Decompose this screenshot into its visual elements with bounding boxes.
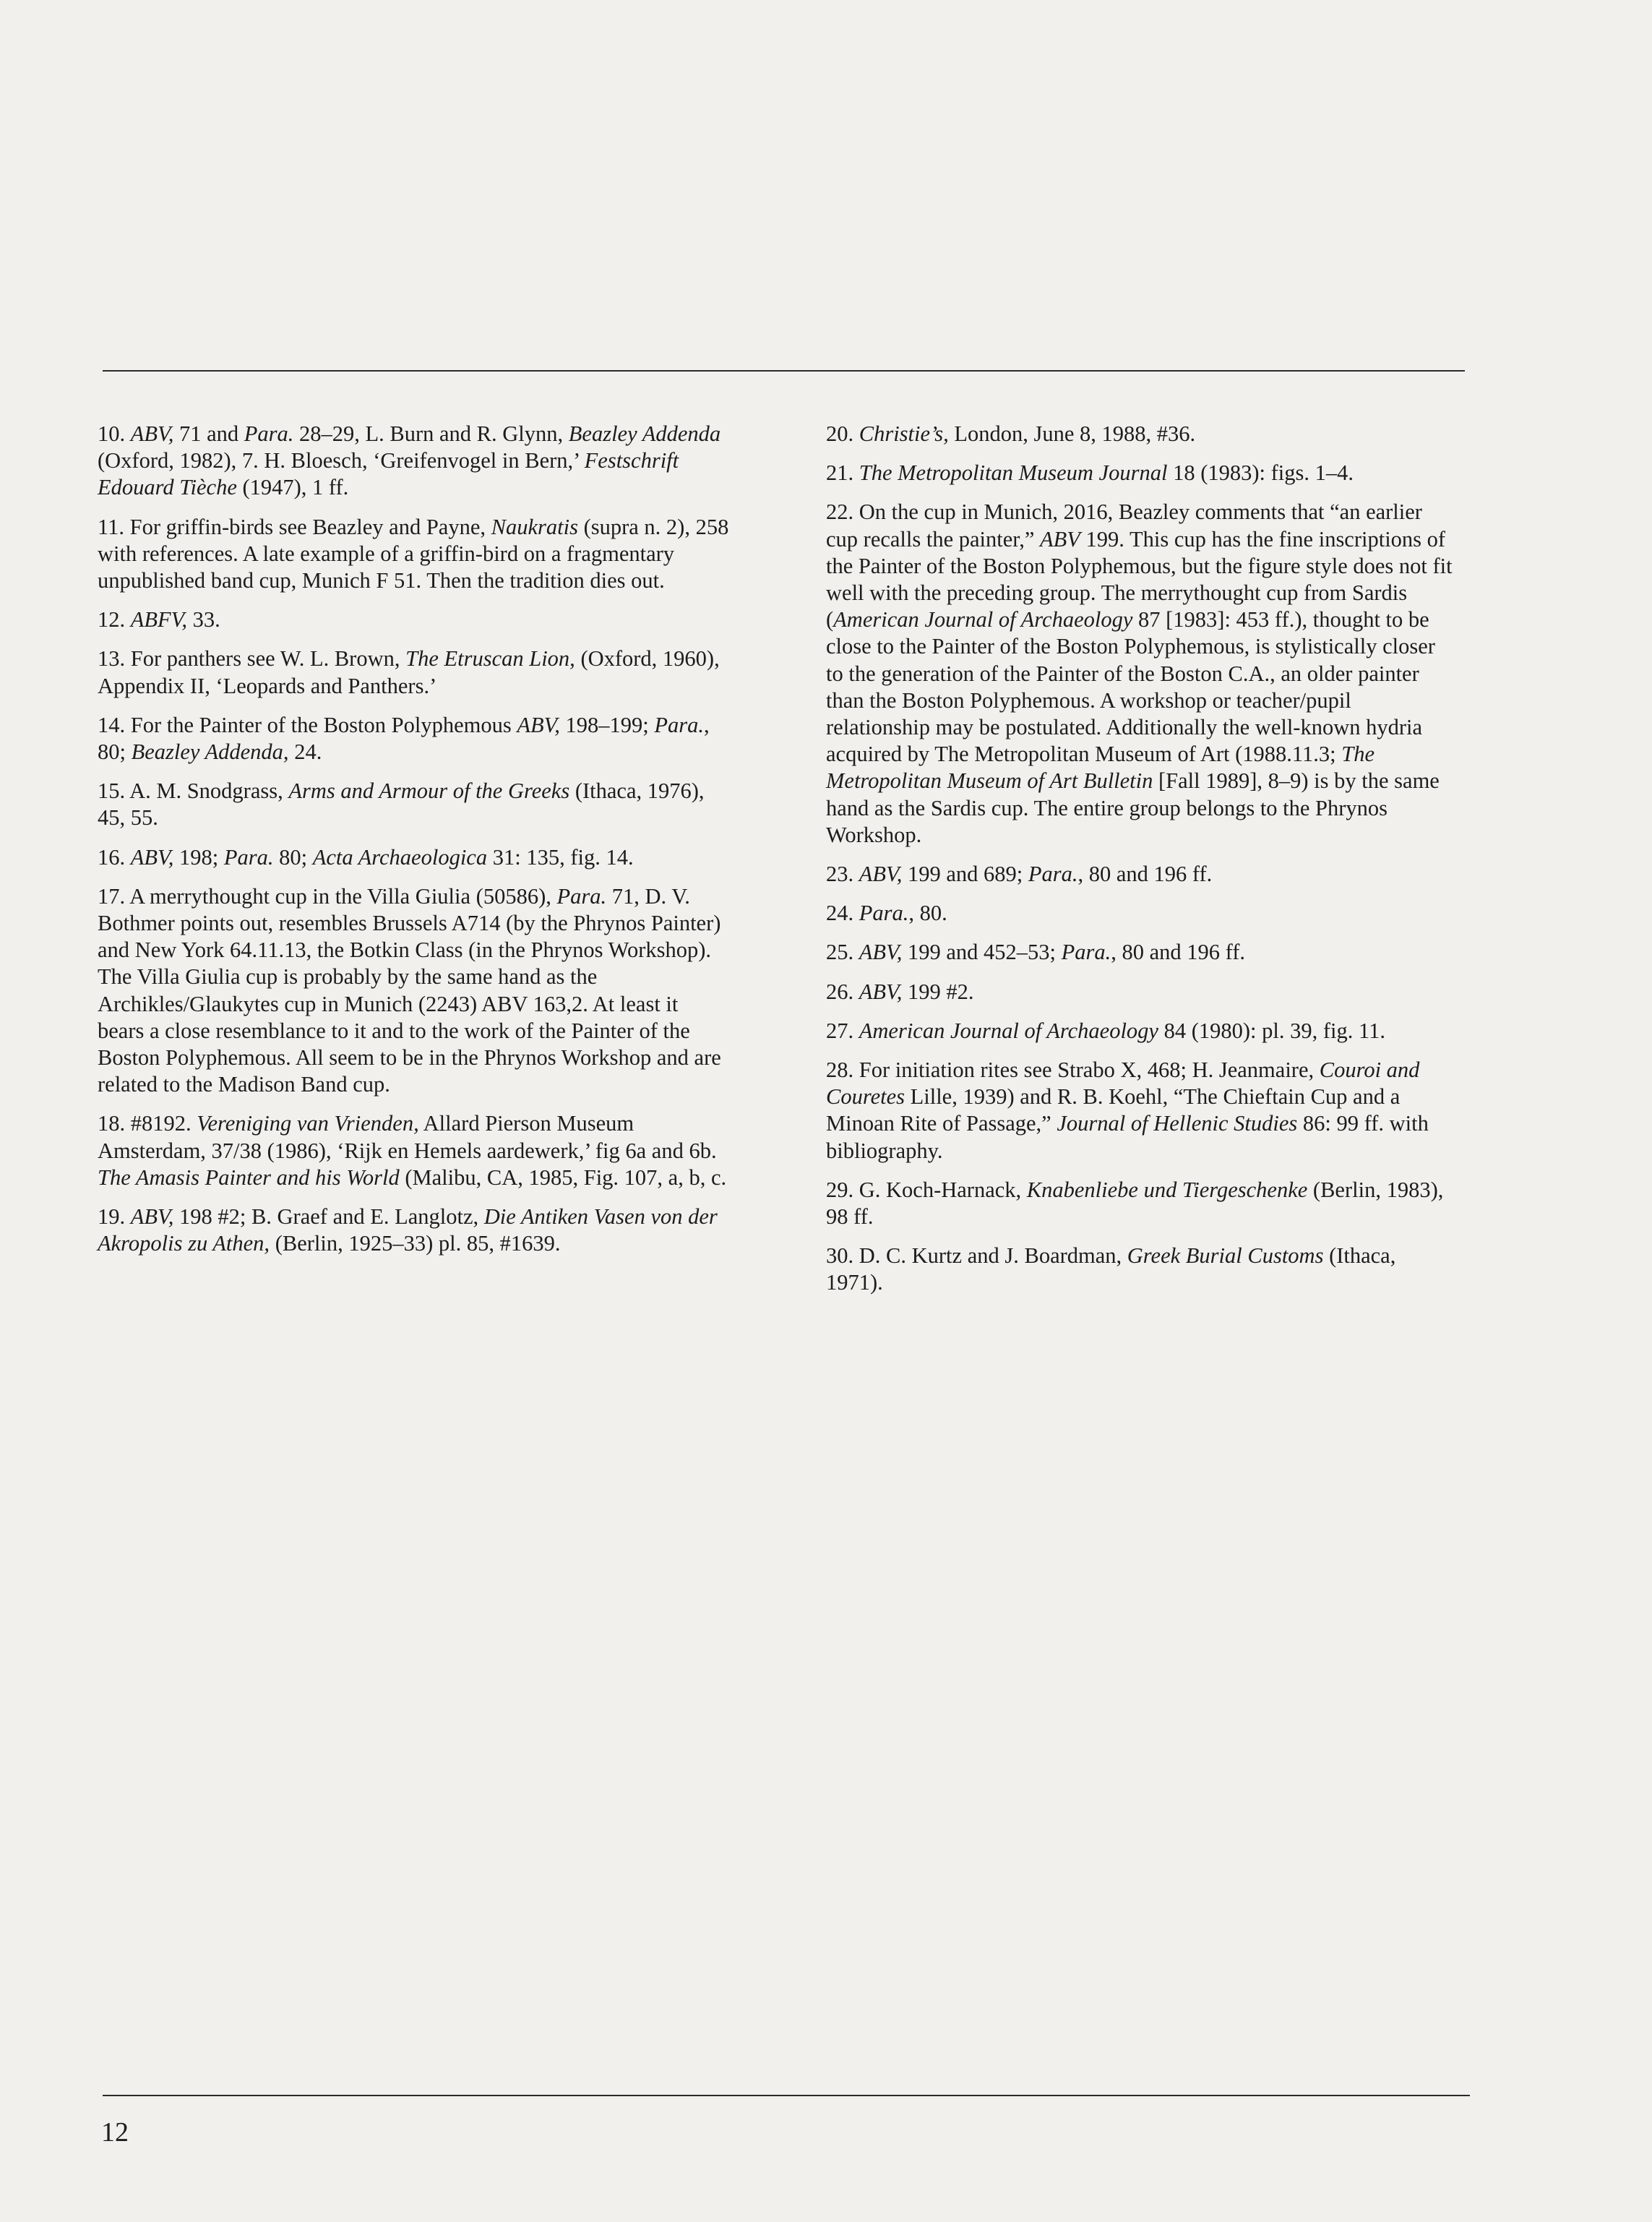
footnote-text: 31: 135, fig. 14. (487, 844, 634, 870)
page-number: 12 (101, 2117, 129, 2148)
footnote-text: 87 [1983]: 453 ff.), thought to be close to the Painter of the Boston Polyphemous, is stylistically closer to the generation of the Painter of the Boston C.A., an older painter than the Boston Polyphemous. A workshop or teacher/pupil relationship may be postulated. Additionally the well-known hydria acquired by The Metropolitan Museum of Art (1988.11.3; (826, 607, 1435, 767)
footnote-28 (826, 1057, 1455, 1164)
footnote-italic-text: The Etruscan Lion, (405, 646, 575, 672)
footnote-12 (98, 606, 730, 633)
footnote-16 (98, 844, 730, 871)
footnote-italic-text: Greek Burial Customs (1127, 1243, 1324, 1269)
footnote-italic-text: Vereniging van Vrienden, (197, 1111, 419, 1136)
footnote-text: 13. For panthers see W. L. Brown, (98, 646, 406, 672)
footnote-text: 29. G. Koch-Harnack, (826, 1177, 1027, 1202)
footnote-text: 86: 99 ff. with bibliography. (826, 1111, 1429, 1163)
footnote-text: 20. (826, 421, 859, 446)
footnote-text: 71, D. V. Bothmer points out, resembles Brussels A714 (by the Phrynos Painter) and New York 64.11.13, the Botkin Class (in the Phrynos Workshop). The Villa Giulia cup is probably by the same hand as the Archikles/Glaukytes cup in Munich (2243) ABV 163,2. At least it bears a close resemblance to it and to the work of the Painter of the Boston Polyphemous. All seem to be in the Phrynos Workshop and are related to the Madison Band cup. (98, 883, 721, 1097)
footnote-text: 33. (186, 607, 220, 632)
footnote-text: , 80. (908, 901, 947, 926)
footnote-text: 30. D. C. Kurtz and J. Boardman, (826, 1243, 1127, 1269)
footnote-italic-text: ABV, (130, 1204, 174, 1230)
footnote-italic-text: Festschrift Edouard Tièche (98, 448, 679, 500)
footnote-text: 199 and 689; (902, 862, 1028, 887)
footnote-text: 10. (98, 421, 131, 446)
footnote-text: 25. (826, 940, 859, 965)
footnote-text: (Oxford, 1982), 7. H. Bloesch, ‘Greifenvogel in Bern,’ (98, 448, 585, 473)
footnote-italic-text: Para. (1061, 940, 1111, 965)
footnote-text: 21. (826, 460, 859, 486)
footnote-text: 12. (98, 607, 131, 632)
footnote-24 (826, 900, 1455, 927)
top-rule (103, 370, 1465, 372)
footnote-italic-text: Die Antiken Vasen von der Akropolis zu Athen, (98, 1204, 718, 1256)
footnote-italic-text: Journal of Hellenic Studies (1057, 1111, 1298, 1136)
footnote-text: (Berlin, 1925–33) pl. 85, #1639. (270, 1231, 561, 1256)
footnote-text: (Ithaca, 1971). (826, 1243, 1396, 1295)
footnote-11 (98, 514, 730, 595)
footnote-17 (98, 883, 730, 1099)
footnote-italic-text: Para. (1028, 862, 1078, 887)
footnote-text: 80; (273, 844, 313, 870)
footnote-italic-text: Para. (859, 901, 909, 926)
footnote-text: , 80 and 196 ff. (1111, 940, 1246, 965)
footnote-text: 84 (1980): pl. 39, fig. 11. (1158, 1018, 1385, 1043)
footnote-text: 198–199; (559, 712, 655, 737)
footnote-text: , 80; (98, 712, 710, 765)
footnote-text: 14. For the Painter of the Boston Polyphemous (98, 712, 517, 737)
footnote-text: 199 #2. (902, 979, 974, 1004)
footnote-italic-text: Beazley Addenda, (131, 739, 289, 765)
footnote-text: 22. On the cup in Munich, 2016, Beazley comments that “an earlier cup recalls the painter,” (826, 499, 1422, 552)
footnote-15 (98, 778, 730, 831)
footnote-text: 26. (826, 979, 859, 1004)
notes-column-right (826, 421, 1455, 1309)
footnote-text: 199 and 452–53; (902, 940, 1062, 965)
footnote-21 (826, 460, 1455, 486)
notes-column-left (98, 421, 730, 1269)
footnote-text: 28. For initiation rites see Strabo X, 468; H. Jeanmaire, (826, 1058, 1320, 1083)
footnote-italic-text: Para. (654, 712, 705, 737)
footnote-italic-text: The Metropolitan Museum of Art Bulletin (826, 742, 1374, 794)
footnote-italic-text: The Metropolitan Museum Journal (859, 460, 1168, 486)
footnote-text: [Fall 1989], 8–9) is by the same hand as the Sardis cup. The entire group belongs to the Phrynos Workshop. (826, 768, 1440, 847)
footnote-text: 11. For griffin-birds see Beazley and Payne, (98, 514, 491, 539)
footnote-italic-text: Para. (244, 421, 294, 446)
footnote-text: , 80 and 196 ff. (1077, 862, 1213, 887)
footnote-text: (Malibu, CA, 1985, Fig. 107, a, b, c. (399, 1164, 727, 1190)
footnote-20 (826, 421, 1455, 447)
footnote-27 (826, 1018, 1455, 1044)
footnote-13 (98, 645, 730, 699)
footnote-italic-text: American Journal of Archaeology (859, 1018, 1158, 1043)
footnote-italic-text: ABV, (517, 712, 560, 737)
footnote-text: 198 #2; B. Graef and E. Langlotz, (173, 1204, 484, 1230)
footnote-italic-text: ABV, (859, 862, 903, 887)
footnote-italic-text: Beazley Addenda (568, 421, 721, 446)
footnote-text: (Oxford, 1960), Appendix II, ‘Leopards and Panthers.’ (98, 646, 720, 698)
footnote-text: 24. (826, 901, 859, 926)
footnote-italic-text: Knabenliebe und Tiergeschenke (1026, 1177, 1308, 1202)
footnote-text: Allard Pierson Museum Amsterdam, 37/38 (1986), ‘Rijk en Hemels aardewerk,’ fig 6a and 6b. (98, 1111, 717, 1163)
footnote-text: (Berlin, 1983), 98 ff. (826, 1177, 1444, 1230)
footnote-italic-text: ABV, (130, 844, 174, 870)
footnote-text: 15. A. M. Snodgrass, (98, 778, 289, 804)
footnote-italic-text: ABV, (859, 940, 903, 965)
footnote-text: (1947), 1 ff. (236, 475, 349, 500)
footnote-14 (98, 712, 730, 765)
footnote-text: 199. This cup has the fine inscriptions of the Painter of the Boston Polyphemous, but the figure style does not fit well with the preceding group. The merrythought cup from Sardis ( (826, 526, 1453, 632)
footnote-italic-text: ABV, (859, 979, 903, 1004)
footnote-italic-text: Couroi and Couretes (826, 1058, 1420, 1110)
footnote-29 (826, 1177, 1455, 1230)
footnote-30 (826, 1243, 1455, 1296)
footnote-10 (98, 421, 730, 502)
footnote-text: 27. (826, 1018, 859, 1043)
footnote-text: 198; (173, 844, 224, 870)
footnote-italic-text: Arms and Armour of the Greeks (288, 778, 570, 804)
footnote-italic-text: ABV (1040, 526, 1080, 552)
footnote-italic-text: Christie’s, (859, 421, 949, 446)
footnote-text: 18. #8192. (98, 1111, 197, 1136)
footnote-text: 16. (98, 844, 131, 870)
footnote-text: 18 (1983): figs. 1–4. (1167, 460, 1354, 486)
footnote-text: (Ithaca, 1976), 45, 55. (98, 778, 705, 831)
footnote-text: Lille, 1939) and R. B. Koehl, “The Chieftain Cup and a Minoan Rite of Passage,” (826, 1084, 1401, 1136)
footnote-text: London, June 8, 1988, #36. (948, 421, 1196, 446)
footnote-italic-text: Acta Archaeologica (312, 844, 488, 870)
footnote-text: 71 and (173, 421, 244, 446)
footnote-italic-text: The Amasis Painter and his World (98, 1164, 400, 1190)
footnote-italic-text: Para. (223, 844, 274, 870)
footnote-italic-text: Naukratis (491, 514, 578, 539)
footnote-text: 17. A merrythought cup in the Villa Giulia (50586), (98, 883, 557, 909)
footnote-italic-text: ABFV, (130, 607, 187, 632)
footnote-italic-text: American Journal of Archaeology (833, 607, 1133, 632)
bottom-rule (103, 2095, 1470, 2096)
footnote-22 (826, 499, 1455, 849)
footnote-26 (826, 979, 1455, 1005)
footnote-19 (98, 1204, 730, 1257)
footnote-25 (826, 939, 1455, 966)
footnote-text: 19. (98, 1204, 131, 1230)
footnote-text: 28–29, L. Burn and R. Glynn, (293, 421, 569, 446)
footnote-text: (supra n. 2), 258 with references. A late example of a griffin-bird on a fragmentary unpublished band cup, Munich F 51. Then the tradition dies out. (98, 514, 729, 593)
footnote-text: 23. (826, 862, 859, 887)
footnote-italic-text: ABV, (130, 421, 174, 446)
footnote-text: 24. (288, 739, 322, 765)
footnote-23 (826, 861, 1455, 888)
footnote-18 (98, 1110, 730, 1191)
footnote-italic-text: Para. (556, 883, 607, 909)
